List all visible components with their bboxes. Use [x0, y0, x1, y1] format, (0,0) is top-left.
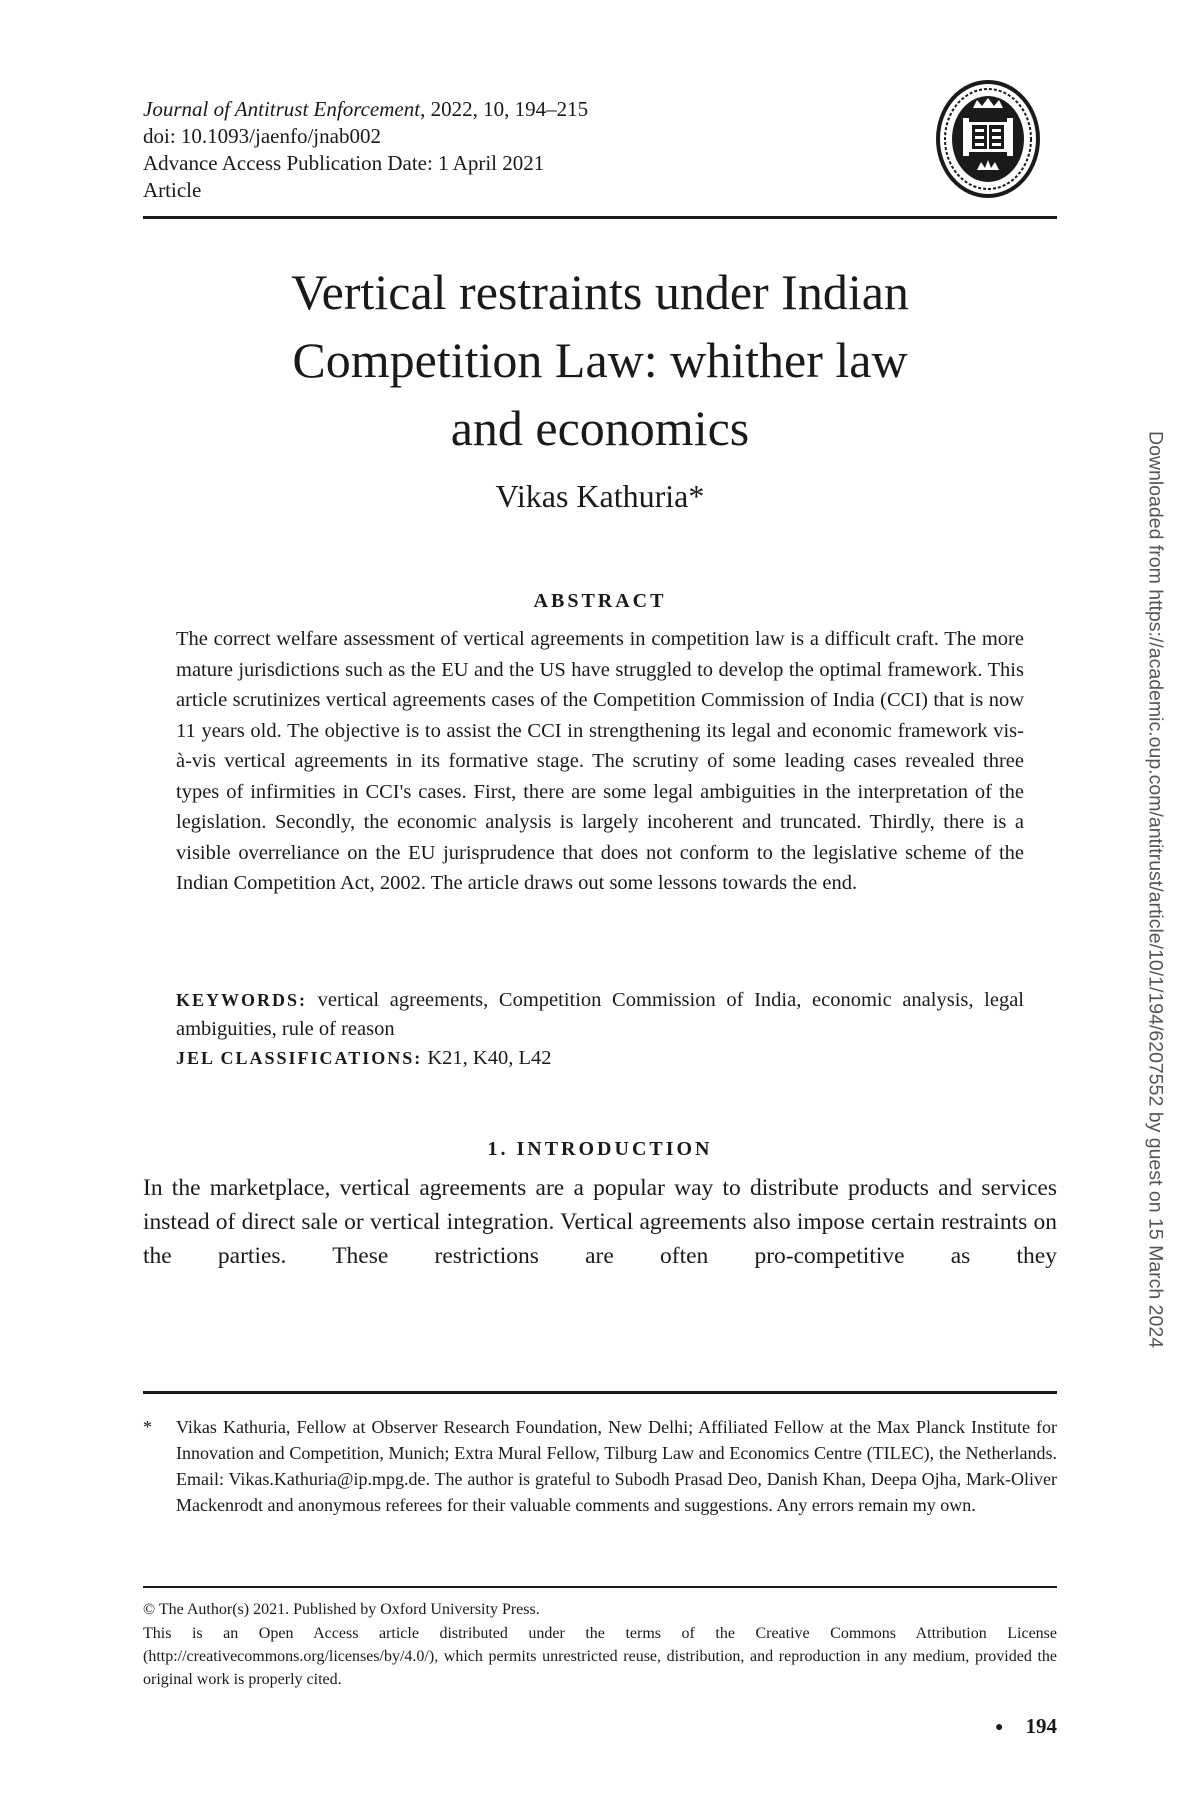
abstract-heading: ABSTRACT — [533, 590, 667, 612]
title-line-2: Competition Law: whither law — [292, 332, 908, 388]
article-title — [143, 258, 1057, 462]
footnote-mark: * — [143, 1417, 152, 1437]
keywords-text: vertical agreements, Competition Commission of India, economic analysis, legal ambiguities, rule of reason — [176, 989, 1024, 1040]
bullet-icon: ● — [995, 1720, 1004, 1736]
jel-classifications — [176, 1044, 1024, 1073]
page-number — [995, 1714, 1057, 1739]
license-notice: This is an Open Access article distributed under the terms of the Creative Commons Attribution License (http://creativecommons.org/licenses/by/4.0/), which permits unrestricted reuse, distribution, and reproduction in any medium, provided the original work is properly cited. — [143, 1625, 1057, 1688]
section-heading-introduction: 1. INTRODUCTION — [487, 1138, 713, 1160]
journal-name: Journal of Antitrust Enforcement — [143, 97, 421, 121]
article-metadata — [143, 96, 1057, 204]
header-rule — [143, 216, 1057, 219]
abstract-text: The correct welfare assessment of vertical agreements in competition law is a difficult craft. The more mature jurisdictions such as the EU and the US have struggled to develop the optimal framework. This article scrutinizes vertical agreements cases of the Competition Commission of India (CCI) that is now 11 years old. The objective is to assist the CCI in strengthening its legal and economic framework vis-à-vis vertical agreements in its formative stage. The scrutiny of some leading cases revealed three types of infirmities in CCI's cases. First, there are some legal ambiguities in the interpretation of the legislation. Secondly, the economic analysis is largely incoherent and truncated. Thirdly, there is a visible overreliance on the EU jurisprudence that does not conform to the legislative scheme of the Indian Competition Act, 2002. The article draws out some lessons towards the end. — [176, 628, 1024, 894]
page — [143, 96, 1057, 1738]
author-name: Vikas Kathuria* — [495, 478, 705, 514]
doi: doi: 10.1093/jaenfo/jnab002 — [143, 124, 381, 148]
download-notice-text: Downloaded from https://academic.oup.com/antitrust/article/10/1/194/6207552 by guest on 15 March 2024 — [1144, 431, 1167, 1349]
title-line-3: and economics — [450, 400, 750, 456]
article-type: Article — [143, 178, 202, 202]
footnote-rule — [143, 1391, 1057, 1394]
author-footnote — [143, 1414, 1057, 1518]
download-notice — [1140, 385, 1170, 1395]
keywords-label: KEYWORDS: — [176, 990, 308, 1010]
journal-citation — [143, 96, 1057, 123]
introduction-text: In the marketplace, vertical agreements are a popular way to distribute products and services instead of direct sale or vertical integration. Vertical agreements also impose certain restraints on the parties. These restrictions are often pro-competitive as they — [143, 1175, 1057, 1269]
journal-volume: , 2022, 10, 194–215 — [420, 97, 589, 121]
copyright-notice: © The Author(s) 2021. Published by Oxford University Press. — [143, 1601, 540, 1618]
jel-label: JEL CLASSIFICATIONS: — [176, 1048, 423, 1068]
license-rule — [143, 1586, 1057, 1588]
page-number-value: 194 — [1025, 1714, 1057, 1738]
title-line-1: Vertical restraints under Indian — [291, 264, 909, 320]
footnote-text: Vikas Kathuria, Fellow at Observer Research Foundation, New Delhi; Affiliated Fellow at the Max Planck Institute for Innovation and Competition, Munich; Extra Mural Fellow, Tilburg Law and Economics Centre (TILEC), the Netherlands. Email: Vikas.Kathuria@ip.mpg.de. The author is grateful to Subodh Prasad Deo, Danish Khan, Deepa Ojha, Mark-Oliver Mackenrodt and anonymous referees for their valuable comments and suggestions. Any errors remain my own. — [176, 1417, 1057, 1515]
jel-text: K21, K40, L42 — [422, 1047, 552, 1069]
advance-access-date: Advance Access Publication Date: 1 April 2021 — [143, 151, 545, 175]
keywords — [176, 986, 1024, 1044]
oxford-crest-icon — [933, 78, 1043, 200]
